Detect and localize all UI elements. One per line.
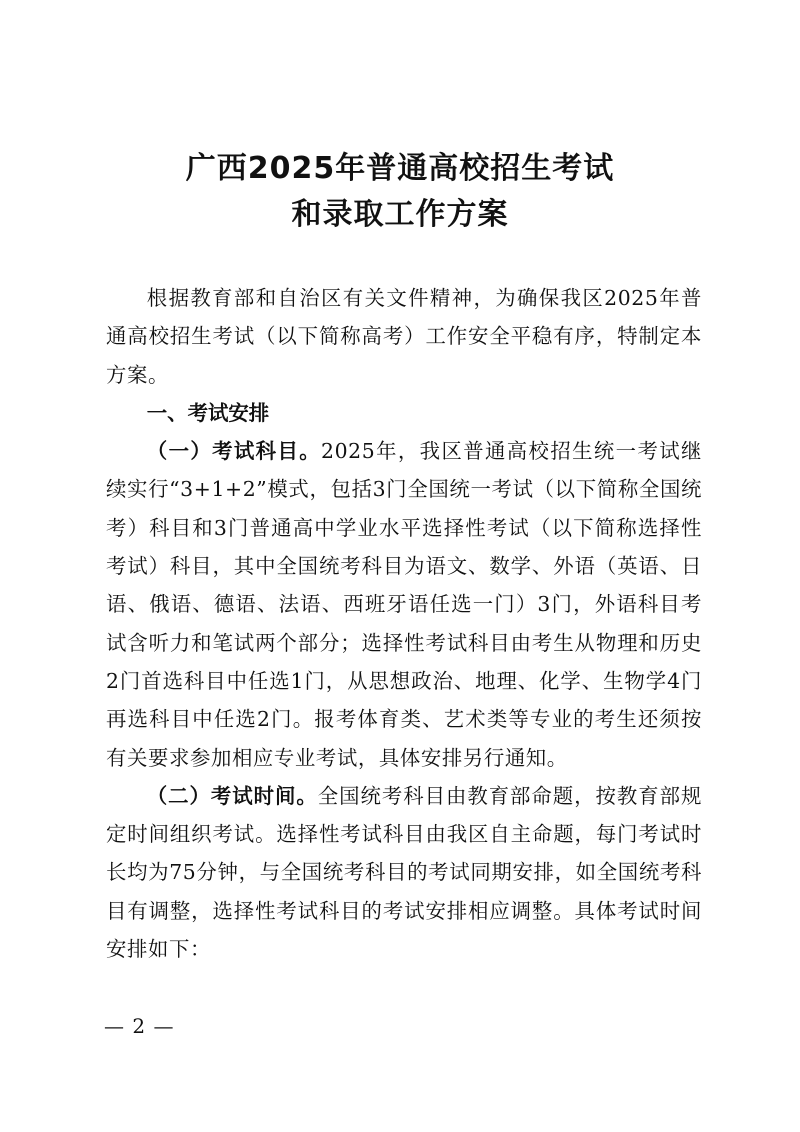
subsection-label-exam-time: （二）考试时间。 — [146, 783, 318, 808]
subsection-text-exam-subjects: 2025年，我区普通高校招生统一考试继续实行“3+1+2”模式，包括3门全国统一考试（以下简称全国统考）科目和3门普通高中学业水平选择性考试（以下简称选择性考试）科目，其中全国统考科目为语文、数学、外语（英语、日语、俄语、德语、法语、西班牙语任选一门）3门，外语科目考试含听力和笔试两个部分；选择性考试科目由考生从物理和历史2门首选科目中任选1门，从思想政治、地理、化学、生物学4门再选科目中任选2门。报考体育类、艺术类等专业的考生还须按有关要求参加相应专业考试，具体安排另行通知。 — [106, 439, 702, 770]
subsection-label-exam-subjects: （一）考试科目。 — [146, 439, 322, 464]
document-title-line-1: 广西2025年普通高校招生考试 — [185, 151, 615, 186]
document-body — [106, 279, 702, 968]
subsection-exam-time — [106, 777, 702, 968]
subsection-text-exam-time: 全国统考科目由教育部命题，按教育部规定时间组织考试。选择性考试科目由我区自主命题，每门考试时长均为75分钟，与全国统考科目的考试同期安排，如全国统考科目有调整，选择性考试科目的考试安排相应调整。具体考试时间安排如下： — [106, 783, 702, 962]
section-heading-exam-arrangement: 一、考试安排 — [146, 400, 270, 425]
document-title-line-2: 和录取工作方案 — [291, 197, 509, 232]
subsection-exam-subjects — [106, 432, 702, 777]
intro-paragraph: 根据教育部和自治区有关文件精神，为确保我区2025年普通高校招生考试（以下简称高考）工作安全平稳有序，特制定本方案。 — [106, 286, 702, 387]
page-number: — 2 — — [104, 1014, 175, 1038]
